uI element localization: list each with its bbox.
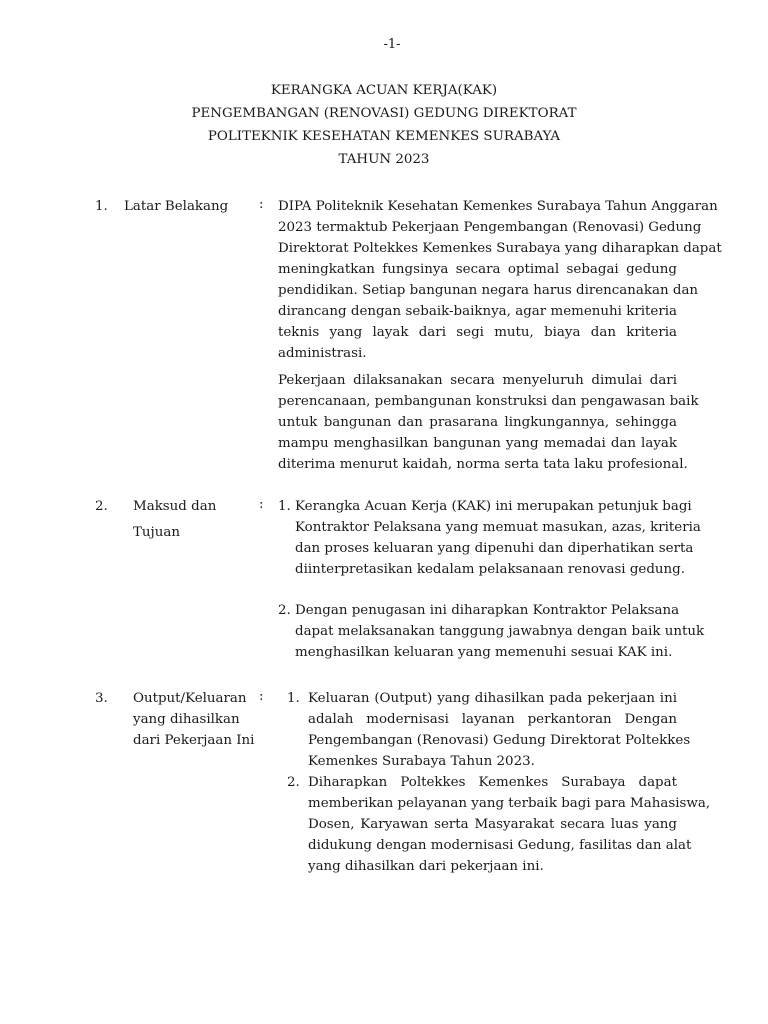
text-line: Kontraktor Pelaksana yang memuat masukan, azas, kriteria: [295, 520, 701, 535]
section-label: dari Pekerjaan Ini: [133, 733, 255, 748]
text-line: didukung dengan modernisasi Gedung, fasilitas dan alat: [308, 838, 692, 853]
text-line: menghasilkan keluaran yang memenuhi sesuai KAK ini.: [295, 645, 673, 660]
text-line: memberikan pelayanan yang terbaik bagi para Mahasiswa,: [308, 796, 711, 811]
text-line: Dosen, Karyawan serta Masyarakat secara luas yang: [308, 817, 677, 832]
section-label: Maksud dan: [133, 499, 217, 514]
section-body: [278, 196, 722, 475]
list-marker: 1.: [278, 499, 291, 514]
text-line: diinterpretasikan kedalam pelaksanaan renovasi gedung.: [295, 562, 685, 577]
list-marker: 1.: [287, 691, 300, 706]
section-number: 1.: [95, 199, 108, 214]
text-line: dan proses keluaran yang dipenuhi dan diperhatikan serta: [295, 541, 694, 556]
text-line: Direktorat Poltekkes Kemenkes Surabaya yang diharapkan dapat: [278, 241, 722, 256]
text-line: Kerangka Acuan Kerja (KAK) ini merupakan petunjuk bagi: [295, 499, 692, 514]
section-label: Latar Belakang: [124, 199, 229, 214]
text-line: Pengembangan (Renovasi) Gedung Direktorat Poltekkes: [308, 733, 691, 748]
text-line: administrasi.: [278, 346, 367, 361]
text-line: 2023 termaktub Pekerjaan Pengembangan (Renovasi) Gedung: [278, 220, 702, 235]
text-line: Kemenkes Surabaya Tahun 2023.: [308, 754, 535, 769]
text-line: pendidikan. Setiap bangunan negara harus direncanakan dan: [278, 283, 699, 298]
text-line: dapat melaksanakan tanggung jawabnya dengan baik untuk: [295, 624, 705, 639]
text-line: meningkatkan fungsinya secara optimal sebagai gedung: [278, 262, 677, 277]
title-line-1: KERANGKA ACUAN KERJA(KAK): [270, 83, 498, 98]
section-label: yang dihasilkan: [133, 712, 240, 727]
text-line: Pekerjaan dilaksanakan secara menyeluruh dimulai dari: [278, 373, 677, 388]
text-line: adalah modernisasi layanan perkantoran Dengan: [308, 712, 677, 727]
section-number: 2.: [95, 499, 108, 514]
text-line: DIPA Politeknik Kesehatan Kemenkes Surabaya Tahun Anggaran: [278, 199, 718, 214]
text-line: mampu menghasilkan bangunan yang memadai dan layak: [278, 436, 677, 451]
title-line-4: TAHUN 2023: [338, 152, 430, 167]
section-colon: :: [259, 197, 264, 212]
paragraph: [278, 196, 722, 364]
section-colon: :: [259, 497, 264, 512]
list-marker: 2.: [287, 775, 300, 790]
section-label: Tujuan: [133, 525, 180, 540]
document-title: [0, 79, 768, 171]
section-label: Output/Keluaran: [133, 691, 247, 706]
title-line-3: POLITEKNIK KESEHATAN KEMENKES SURABAYA: [207, 129, 561, 144]
page-number: -1-: [383, 37, 401, 52]
section-number: 3.: [95, 691, 108, 706]
text-line: diterima menurut kaidah, norma serta tata laku profesional.: [278, 457, 688, 472]
text-line: dirancang dengan sebaik-baiknya, agar memenuhi kriteria: [278, 304, 677, 319]
title-line-2: PENGEMBANGAN (RENOVASI) GEDUNG DIREKTORAT: [191, 106, 577, 121]
paragraph: [278, 370, 699, 475]
text-line: Keluaran (Output) yang dihasilkan pada pekerjaan ini: [308, 691, 677, 706]
text-line: Dengan penugasan ini diharapkan Kontraktor Pelaksana: [295, 603, 680, 618]
text-line: untuk bangunan dan prasarana lingkungannya, sehingga: [278, 415, 677, 430]
text-line: teknis yang layak dari segi mutu, biaya dan kriteria: [278, 325, 677, 340]
text-line: yang dihasilkan dari pekerjaan ini.: [308, 859, 544, 874]
section-colon: :: [259, 689, 264, 704]
text-line: perencanaan, pembangunan konstruksi dan pengawasan baik: [278, 394, 699, 409]
list-marker: 2.: [278, 603, 291, 618]
text-line: Diharapkan Poltekkes Kemenkes Surabaya dapat: [308, 775, 677, 790]
